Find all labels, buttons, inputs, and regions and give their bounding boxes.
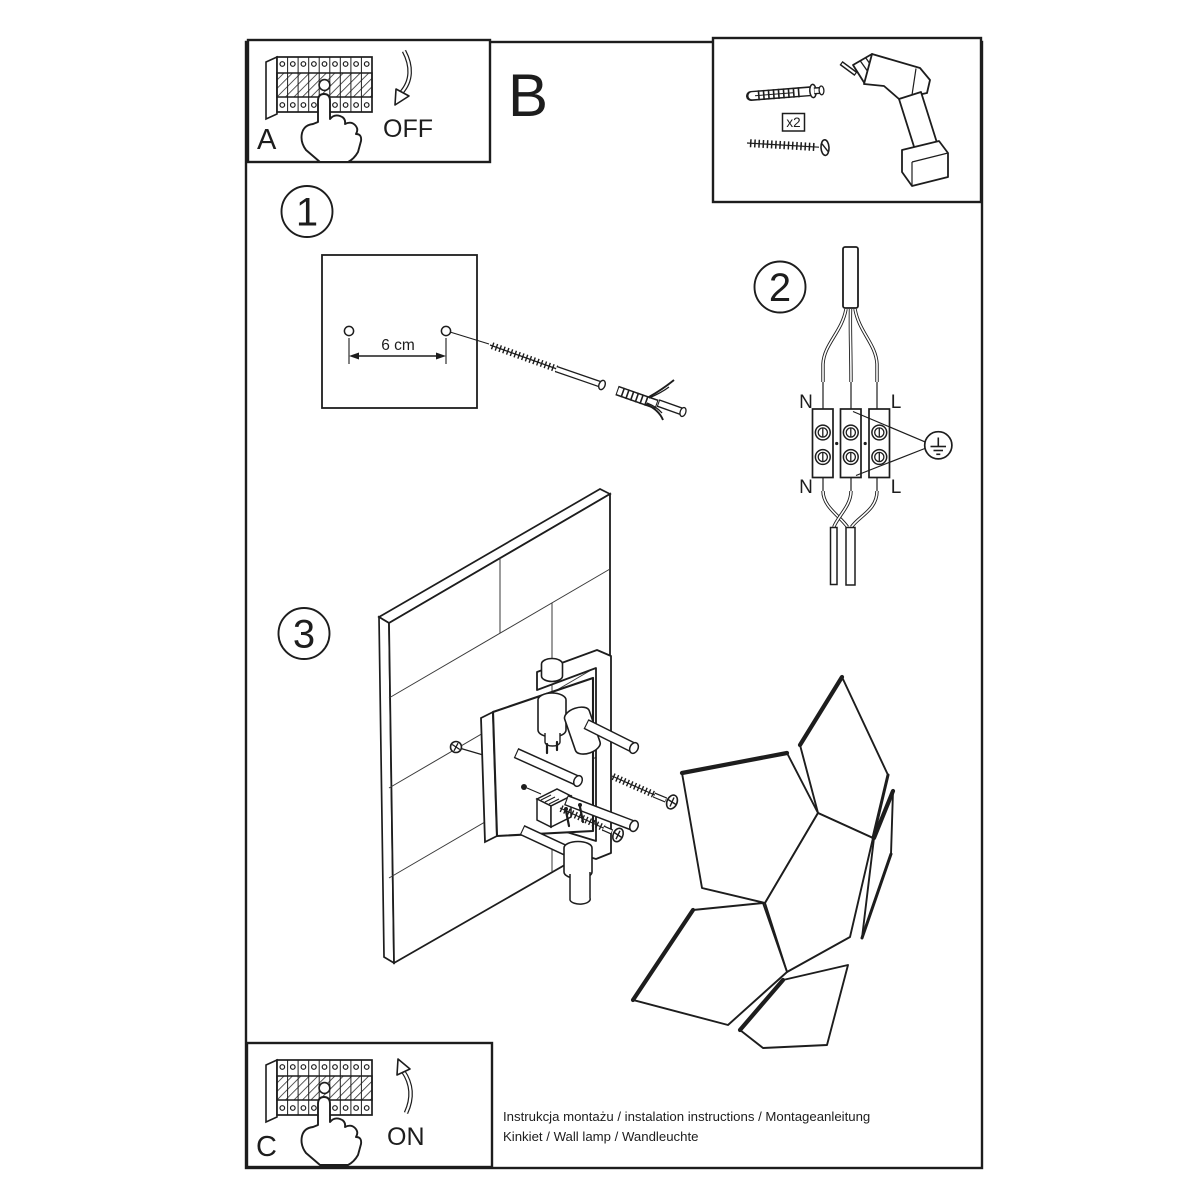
dimension-label: 6 cm (381, 337, 415, 354)
label-l-top: L (890, 392, 902, 413)
bracket-cap-knob (542, 659, 563, 682)
label-n-top: N (799, 392, 813, 413)
panel-a (248, 40, 490, 162)
label-l-bottom: L (890, 477, 902, 498)
lamp-cable-icon (846, 528, 855, 586)
x2-label: x2 (786, 115, 801, 130)
label-off: OFF (383, 115, 433, 143)
outer-border (246, 42, 982, 1168)
footer-line2: Kinkiet / Wall lamp / Wandleuchte (503, 1129, 699, 1144)
drill-hole-icon (441, 326, 450, 335)
step1-number: 1 (295, 190, 319, 235)
earth-ground-icon (925, 432, 952, 459)
step2-number: 2 (768, 266, 792, 310)
panel-c-label: C (256, 1131, 277, 1163)
clamp-screw (521, 784, 527, 790)
panel-a-label: A (257, 124, 277, 156)
kit-box (713, 38, 981, 202)
x2-badge (783, 114, 805, 132)
footer-line1: Instrukcja montażu / instalation instructions / Montageanleitung (503, 1109, 871, 1124)
label-n-bottom: N (799, 477, 813, 498)
panel-c (247, 1043, 492, 1167)
step3-number: 3 (292, 612, 316, 657)
panel-b-label: B (508, 62, 549, 129)
lamp-cable-icon (831, 528, 838, 585)
drill-hole-icon (344, 326, 353, 335)
power-cable-icon (843, 247, 858, 308)
label-on: ON (387, 1123, 425, 1151)
